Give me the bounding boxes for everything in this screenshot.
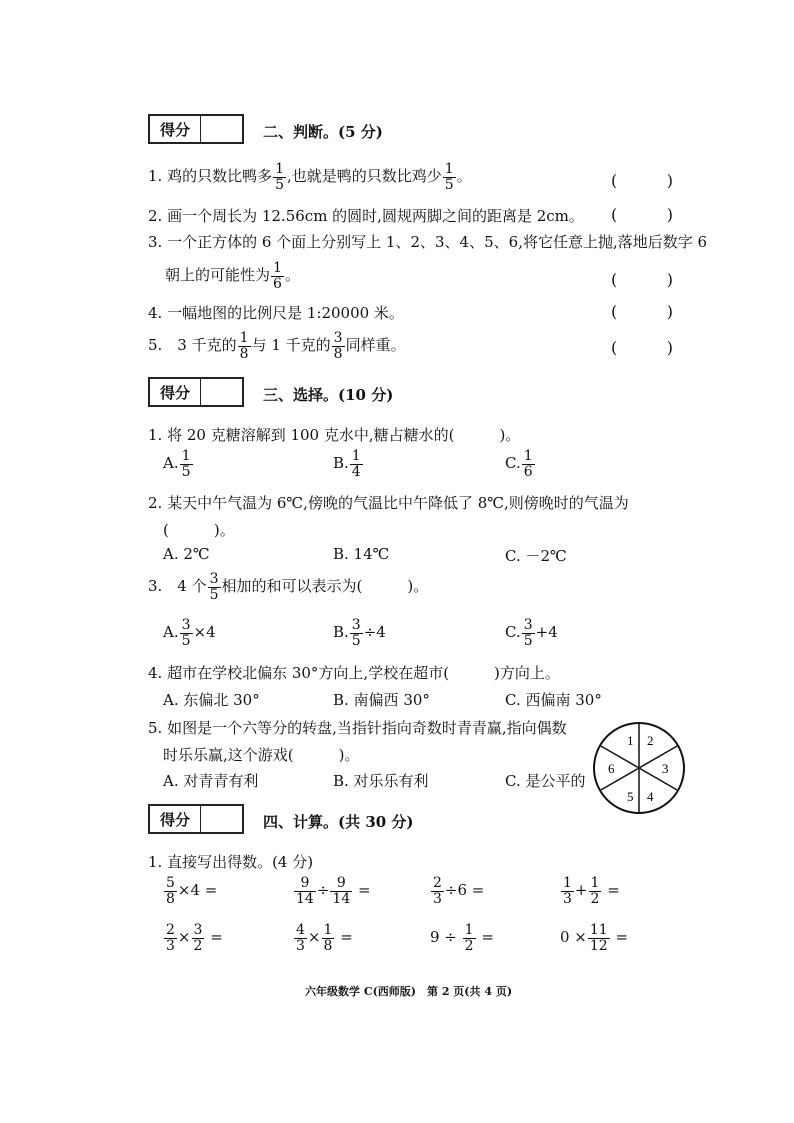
fraction: $\frac{1}{8}$ xyxy=(239,330,249,362)
judge-item-5: 5. 3 千克的 $\frac{1}{8}$ 与 1 千克的 $\frac{3}{8}$ 同样重。 xyxy=(148,330,406,362)
choice-q3-option-a[interactable]: A. $\frac{3}{5}$ ×4 xyxy=(163,617,216,649)
fraction: $\frac{1}{5}$ xyxy=(444,161,454,193)
judge-item-1: 1. 鸡的只数比鸭多 $\frac{1}{5}$ ,也就是鸭的只数比鸡少 $\frac{1}{5}$ 。 xyxy=(148,161,472,193)
choice-q2-option-a[interactable]: A. 2℃ xyxy=(163,545,210,563)
section-title-choice: 三、选择。(10 分) xyxy=(263,386,394,404)
wheel-label-4: 4 xyxy=(647,789,654,804)
choice-q4-option-a[interactable]: A. 东偏北 30° xyxy=(163,691,260,709)
score-box-calc xyxy=(148,804,244,834)
score-box-choice xyxy=(148,377,244,407)
choice-q1-option-b[interactable]: B. $\frac{1}{4}$ xyxy=(333,448,361,480)
choice-q5-line2: 时乐乐赢,这个游戏( )。 xyxy=(163,746,360,764)
calc-expr-1: $\frac{5}{8}$ ×4 = xyxy=(166,875,218,907)
choice-q4-option-c[interactable]: C. 西偏南 30° xyxy=(505,691,602,709)
judge-item-3-line2: 朝上的可能性为 $\frac{1}{6}$ 。 xyxy=(165,260,300,292)
choice-q3: 3. 4 个 $\frac{3}{5}$ 相加的和可以表示为( )。 xyxy=(148,571,429,603)
score-box-judge xyxy=(148,114,244,144)
calc-q1: 1. 直接写出得数。(4 分) xyxy=(148,853,314,871)
choice-q2-option-c[interactable]: C. －2℃ xyxy=(505,547,567,565)
choice-q5-option-c[interactable]: C. 是公平的 xyxy=(505,772,586,790)
judge-item-4: 4. 一幅地图的比例尺是 1:20000 米。 xyxy=(148,304,404,322)
calc-expr-4: $\frac{1}{3}$ + $\frac{1}{2}$ = xyxy=(563,875,620,907)
choice-q3-option-c[interactable]: C. $\frac{3}{5}$ +4 xyxy=(505,617,558,649)
choice-q3-option-b[interactable]: B. $\frac{3}{5}$ ÷4 xyxy=(333,617,386,649)
answer-paren-1[interactable]: ( ) xyxy=(611,171,673,190)
choice-q2-option-b[interactable]: B. 14℃ xyxy=(333,545,390,563)
calc-expr-5: $\frac{2}{3}$ × $\frac{3}{2}$ = xyxy=(166,922,223,954)
calc-expr-8: 0 × $\frac{11}{12}$ = xyxy=(560,922,629,954)
judge-item-3-line1: 3. 一个正方体的 6 个面上分别写上 1、2、3、4、5、6,将它任意上抛,落地后数字 6 xyxy=(148,233,708,251)
section-title-judge: 二、判断。(5 分) xyxy=(263,123,383,141)
choice-q1-option-a[interactable]: A. $\frac{1}{5}$ xyxy=(163,448,191,480)
wheel-label-1: 1 xyxy=(627,733,634,748)
answer-paren-5[interactable]: ( ) xyxy=(611,338,673,357)
page-footer: 六年级数学 C(西师版) 第 2 页(共 4 页) xyxy=(305,985,513,998)
choice-q5-option-b[interactable]: B. 对乐乐有利 xyxy=(333,772,429,790)
spinner-wheel-diagram xyxy=(592,721,686,815)
fraction: $\frac{1}{5}$ xyxy=(275,161,285,193)
wheel-label-5: 5 xyxy=(627,789,634,804)
score-label: 得分 xyxy=(150,379,201,405)
score-label: 得分 xyxy=(150,806,201,832)
choice-q4: 4. 超市在学校北偏东 30°方向上,学校在超市( )方向上。 xyxy=(148,664,560,682)
wheel-label-3: 3 xyxy=(662,761,669,776)
fraction: $\frac{3}{8}$ xyxy=(333,330,343,362)
judge-item-2: 2. 画一个周长为 12.56cm 的圆时,圆规两脚之间的距离是 2cm。 xyxy=(148,207,584,225)
calc-expr-2: $\frac{9}{14}$ ÷ $\frac{9}{14}$ = xyxy=(296,875,371,907)
choice-q4-option-b[interactable]: B. 南偏西 30° xyxy=(333,691,430,709)
choice-q1: 1. 将 20 克糖溶解到 100 克水中,糖占糖水的( )。 xyxy=(148,426,521,444)
choice-q5-line1: 5. 如图是一个六等分的转盘,当指针指向奇数时青青赢,指向偶数 xyxy=(148,719,567,737)
calc-expr-3: $\frac{2}{3}$ ÷6 = xyxy=(433,875,485,907)
answer-paren-4[interactable]: ( ) xyxy=(611,302,673,321)
calc-expr-7: 9 ÷ $\frac{1}{2}$ = xyxy=(430,922,494,954)
choice-q5-option-a[interactable]: A. 对青青有利 xyxy=(163,772,259,790)
choice-q1-option-c[interactable]: C. $\frac{1}{6}$ xyxy=(505,448,533,480)
choice-q2-line2: ( )。 xyxy=(163,521,235,539)
answer-paren-2[interactable]: ( ) xyxy=(611,205,673,224)
calc-expr-6: $\frac{4}{3}$ × $\frac{1}{8}$ = xyxy=(296,922,353,954)
wheel-label-2: 2 xyxy=(647,733,654,748)
wheel-label-6: 6 xyxy=(608,761,615,776)
answer-paren-3[interactable]: ( ) xyxy=(611,270,673,289)
score-label: 得分 xyxy=(150,116,201,142)
section-title-calc: 四、计算。(共 30 分) xyxy=(263,813,414,831)
choice-q2-line1: 2. 某天中午气温为 6℃,傍晚的气温比中午降低了 8℃,则傍晚时的气温为 xyxy=(148,494,629,512)
fraction: $\frac{1}{6}$ xyxy=(273,260,282,292)
